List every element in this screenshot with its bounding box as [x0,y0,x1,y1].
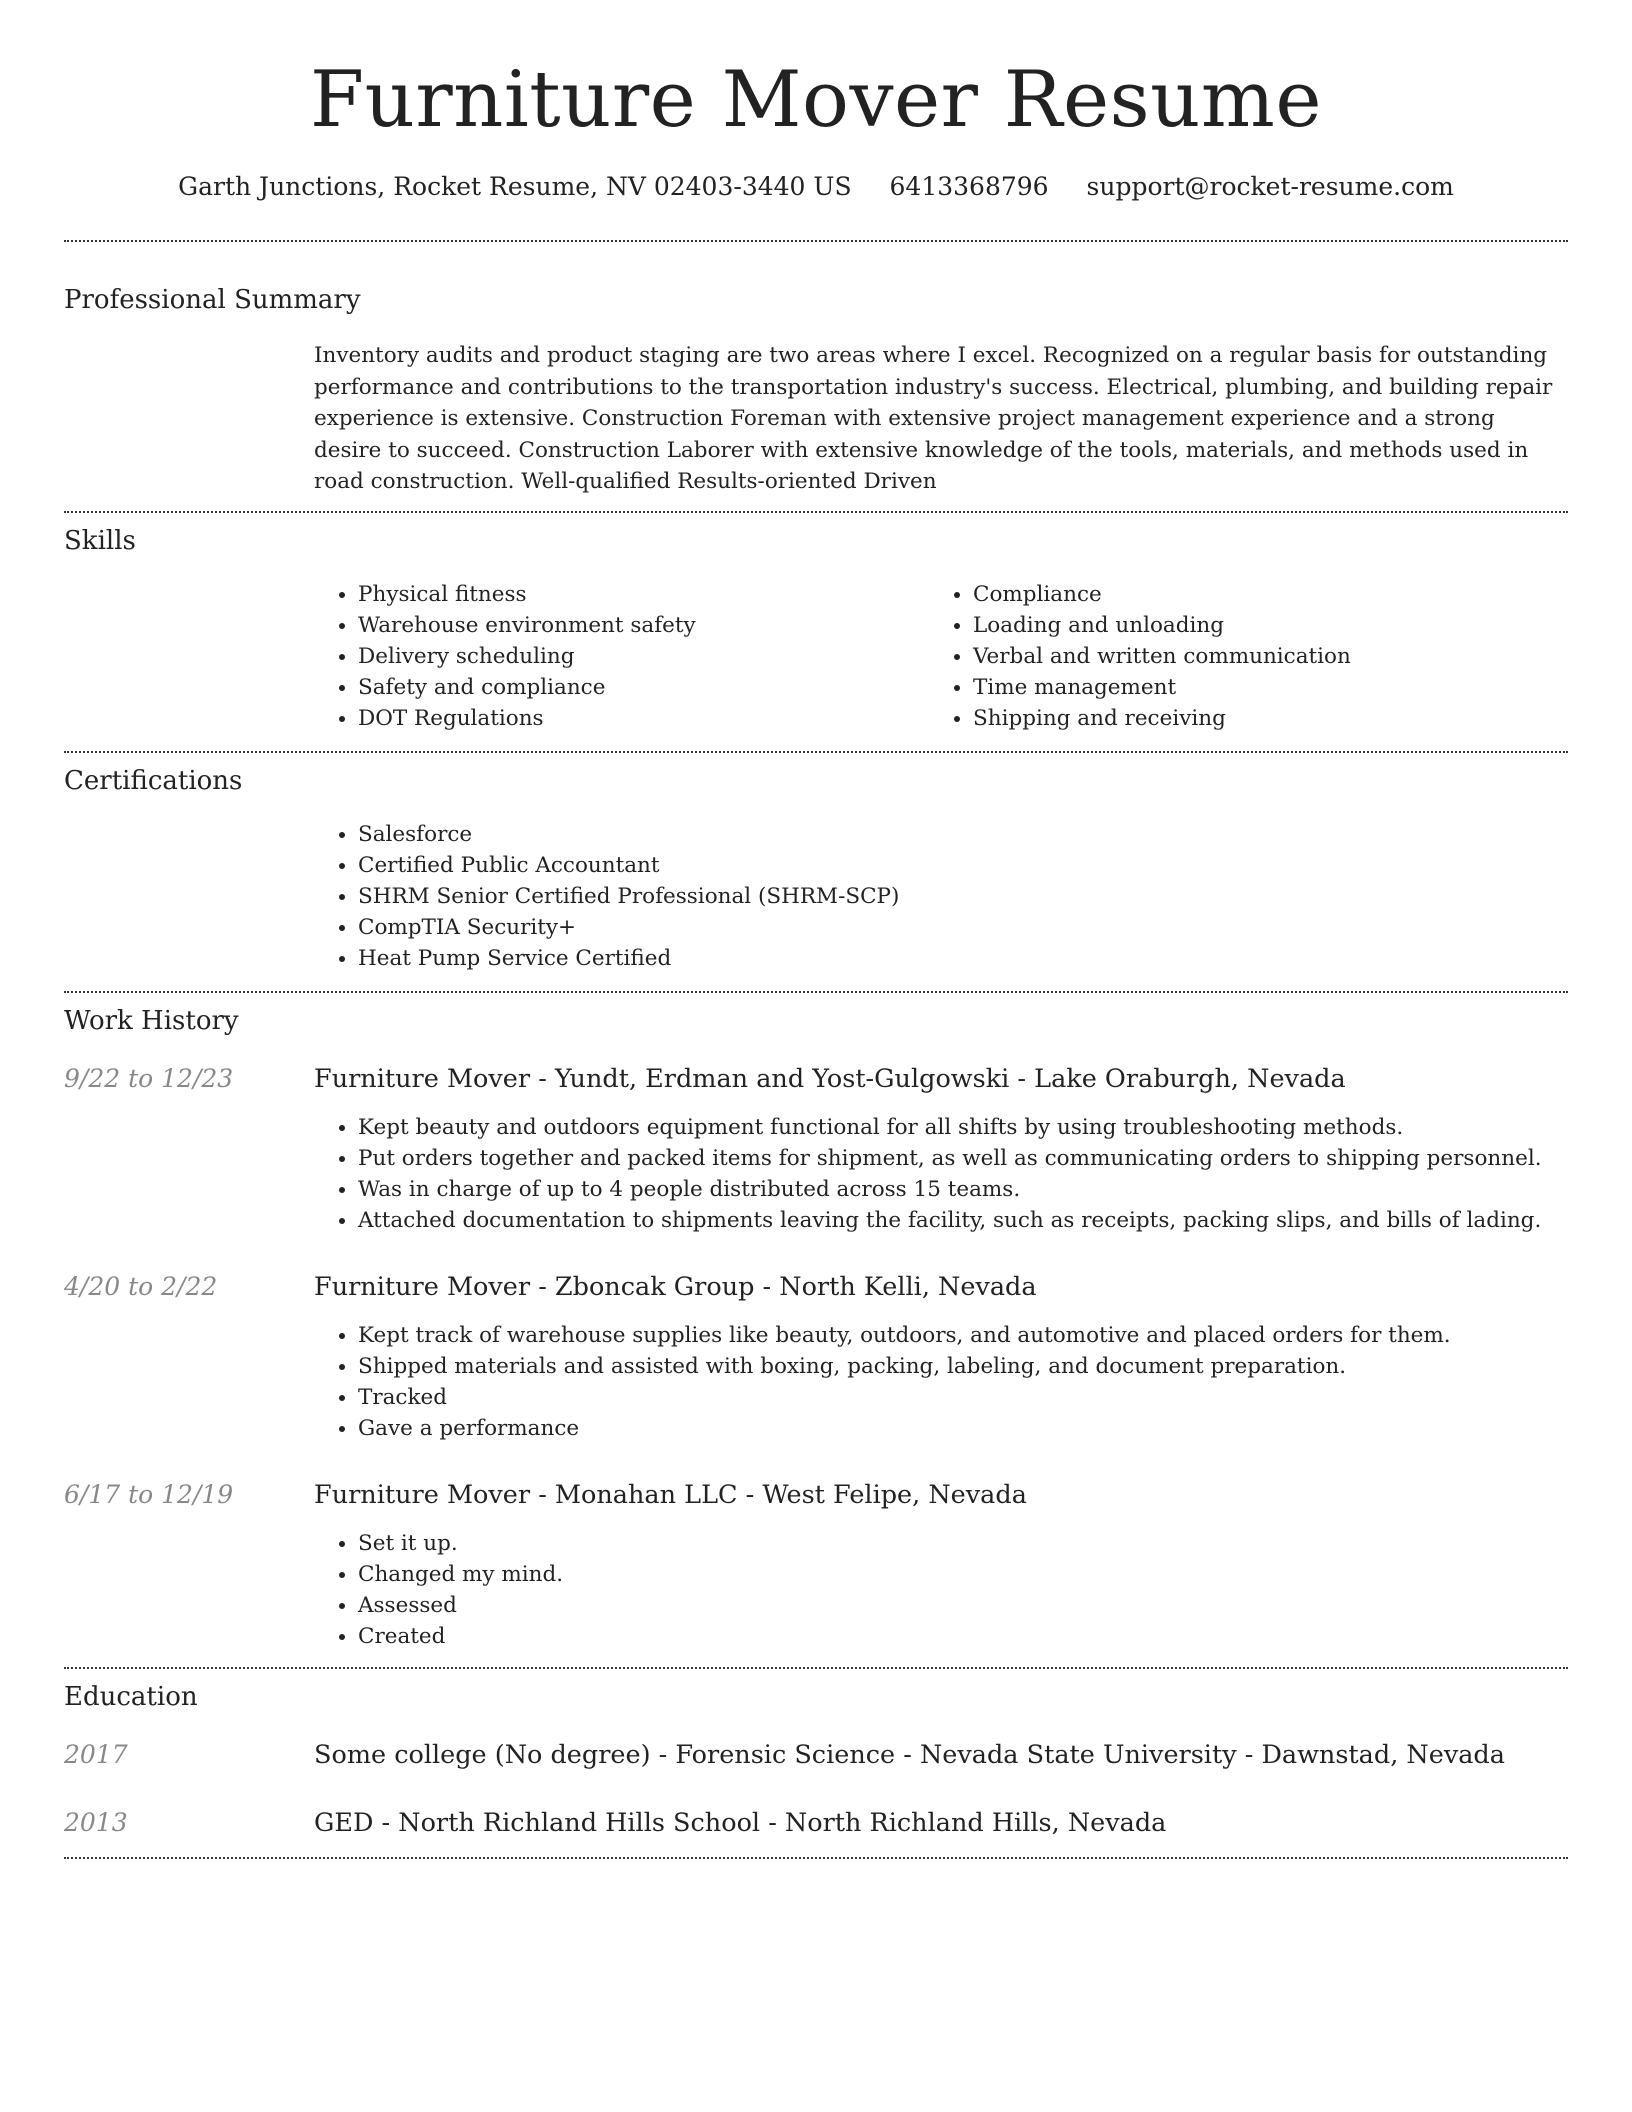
skill-item: • Loading and unloading [973,610,1559,641]
divider [64,511,1568,513]
contact-line [64,170,1568,204]
certification-item: • Certified Public Accountant [358,850,1568,881]
skill-item: • Warehouse environment safety [358,610,914,641]
education-year: 2013 [64,1808,128,1837]
contact-address: Garth Junctions, Rocket Resume, NV 02403-3440 US [178,172,852,201]
skill-item: • Delivery scheduling [358,641,914,672]
job-bullet: • Shipped materials and assisted with boxing, packing, labeling, and document preparation. [358,1351,1568,1382]
job-bullets [314,1528,1568,1652]
job-bullet: • Put orders together and packed items for shipment, as well as communicating orders to shipping personnel. [358,1143,1568,1174]
education-entry: Some college (No degree) - Forensic Science - Nevada State University - Dawnstad, Nevada [314,1740,1505,1770]
education-entry: GED - North Richland Hills School - North Richland Hills, Nevada [314,1808,1167,1838]
job-bullet: • Tracked [358,1382,1568,1413]
certification-item: • CompTIA Security+ [358,912,1568,943]
job-bullet: • Set it up. [358,1528,1568,1559]
job-bullet: • Kept track of warehouse supplies like beauty, outdoors, and automotive and placed orders for them. [358,1320,1568,1351]
certification-item: • Heat Pump Service Certified [358,943,1568,974]
job-dates: 6/17 to 12/19 [64,1480,234,1509]
section-heading-education: Education [64,1682,198,1712]
job-bullet: • Attached documentation to shipments leaving the facility, such as receipts, packing slips, and bills of lading. [358,1205,1568,1236]
skills-column-left [314,579,914,734]
certification-item: • SHRM Senior Certified Professional (SHRM-SCP) [358,881,1568,912]
job-title: Furniture Mover - Yundt, Erdman and Yost-Gulgowski - Lake Oraburgh, Nevada [314,1064,1346,1094]
divider [64,991,1568,993]
job-bullet: • Changed my mind. [358,1559,1568,1590]
job-bullet: • Assessed [358,1590,1568,1621]
skill-item: • Verbal and written communication [973,641,1559,672]
divider [64,240,1568,242]
divider [64,1857,1568,1859]
skills-column-right [929,579,1559,734]
divider [64,751,1568,753]
contact-email: support@rocket-resume.com [1086,172,1454,201]
job-title: Furniture Mover - Monahan LLC - West Felipe, Nevada [314,1480,1027,1510]
job-bullet: • Created [358,1621,1568,1652]
job-bullets [314,1320,1568,1444]
resume-title: Furniture Mover Resume [309,55,1323,145]
divider [64,1667,1568,1669]
skill-item: • Shipping and receiving [973,703,1559,734]
education-year: 2017 [64,1740,128,1769]
contact-phone: 6413368796 [889,172,1049,201]
job-bullets [314,1112,1568,1236]
job-dates: 9/22 to 12/23 [64,1064,234,1093]
section-heading-certifications: Certifications [64,766,243,796]
skill-item: • Safety and compliance [358,672,914,703]
job-bullet: • Was in charge of up to 4 people distributed across 15 teams. [358,1174,1568,1205]
skill-item: • Compliance [973,579,1559,610]
section-heading-summary: Professional Summary [64,285,361,315]
skill-item: • Physical fitness [358,579,914,610]
skill-item: • DOT Regulations [358,703,914,734]
job-title: Furniture Mover - Zboncak Group - North Kelli, Nevada [314,1272,1037,1302]
certifications-list [314,819,1568,974]
skill-item: • Time management [973,672,1559,703]
summary-text: Inventory audits and product staging are two areas where I excel. Recognized on a regular basis for outstanding performance and contributions to the transportation industry's success. Electrical, plumbing, and building repair experience is extensive. Construction Foreman with extensive project management experience and a strong desire to succeed. Construction Laborer with extensive knowledge of the tools, materials, and methods used in road construction. Well-qualified Results-oriented Driven [314,343,1553,494]
certification-item: • Salesforce [358,819,1568,850]
job-bullet: • Kept beauty and outdoors equipment functional for all shifts by using troubleshooting methods. [358,1112,1568,1143]
section-heading-work-history: Work History [64,1006,239,1036]
job-dates: 4/20 to 2/22 [64,1272,218,1301]
section-heading-skills: Skills [64,526,136,556]
job-bullet: • Gave a performance [358,1413,1568,1444]
